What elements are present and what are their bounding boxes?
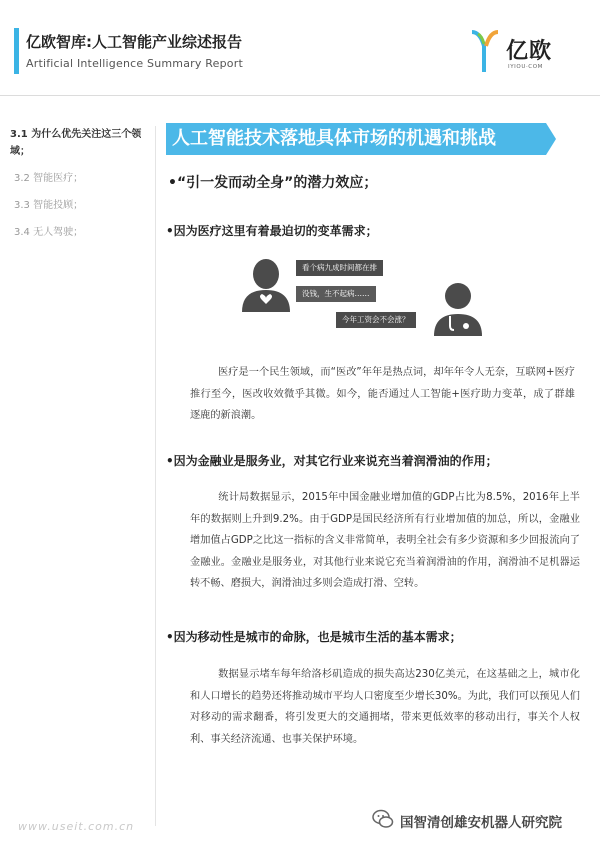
footer-organization: 国智清创雄安机器人研究院 — [400, 815, 562, 831]
paragraph-medical-text: 医疗是一个民生领域，而“医改”年年是热点词，却年年令人无奈，互联网+医疗推行至今，医改收效微乎其微。如今，能否通过人工智能+医疗助力变革，成了群雄逐鹿的新浪潮。 — [190, 367, 575, 421]
speech-bubble-1: 看个病九成时间都在排 — [296, 260, 383, 276]
speech-bubble-2: 没钱，生不起病…… — [296, 286, 376, 302]
section-heading-finance: •因为金融业是服务业，对其它行业来说充当着润滑油的作用； — [166, 454, 498, 468]
section-banner-title: 人工智能技术落地具体市场的机遇和挑战 — [172, 128, 496, 149]
sidebar-item-3-2[interactable]: 3.2 智能医疗； — [14, 173, 84, 184]
main-heading: •“引一发而动全身”的潜力效应； — [168, 175, 378, 191]
doctor-icon — [432, 280, 484, 336]
report-subtitle: Artificial Intelligence Summary Report — [26, 57, 243, 70]
paragraph-finance — [190, 487, 580, 595]
paragraph-mobility-text: 数据显示堵车每年给洛杉矶造成的损失高达230亿美元，在这基础之上，城市化和人口增长的趋势还将推动城市平均人口密度至少增长30%。为此，我们可以预见人们对移动的需求翻番，将引发更大的交通拥堵，带来更低效率的移动出行，事关个人权利、事关经济流通、也事关保护环境。 — [190, 669, 580, 745]
sidebar-item-3-3[interactable]: 3.3 智能投顾； — [14, 200, 84, 211]
wechat-icon — [372, 808, 394, 830]
logo-mark-icon — [470, 28, 500, 74]
banner-arrow — [546, 123, 556, 155]
sidebar-toc — [10, 126, 150, 241]
sidebar-divider — [155, 126, 156, 826]
sidebar-item-3-1[interactable]: 3.1 为什么优先关注这三个领域； — [10, 129, 142, 157]
logo-text: 亿欧 — [506, 39, 553, 64]
yiou-logo — [470, 24, 560, 80]
header-divider — [0, 95, 600, 96]
paragraph-mobility — [190, 664, 580, 750]
header-accent-bar — [14, 28, 19, 74]
paragraph-finance-text: 统计局数据显示，2015年中国金融业增加值的GDP占比为8.5%，2016年上半年的数据则上升到9.2%。由于GDP是国民经济所有行业增加值的加总，所以，金融业增加值占GDP之比这一指标的含义非常简单，表明全社会有多少资源和多少回报流向了金融业。金融业是服务业，对其他行业来说它充当着润滑油的作用，润滑油不足机器运转不畅、磨损大，润滑油过多则会造成打滑、空转。 — [190, 492, 580, 589]
speech-bubble-3: 今年工资会不会涨？ — [336, 312, 416, 328]
paragraph-medical — [190, 362, 575, 427]
report-title: 亿欧智库:人工智能产业综述报告 — [26, 33, 243, 51]
section-heading-mobility: •因为移动性是城市的命脉，也是城市生活的基本需求； — [166, 630, 462, 644]
patient-icon — [240, 256, 292, 312]
logo-subtext: IYIOU·COM — [508, 64, 544, 70]
section-heading-medical: •因为医疗这里有着最迫切的变革需求； — [166, 224, 378, 238]
footer-watermark: www.useit.com.cn — [18, 820, 135, 833]
medical-illustration — [236, 250, 492, 340]
sidebar-item-3-4[interactable]: 3.4 无人驾驶； — [14, 227, 84, 238]
